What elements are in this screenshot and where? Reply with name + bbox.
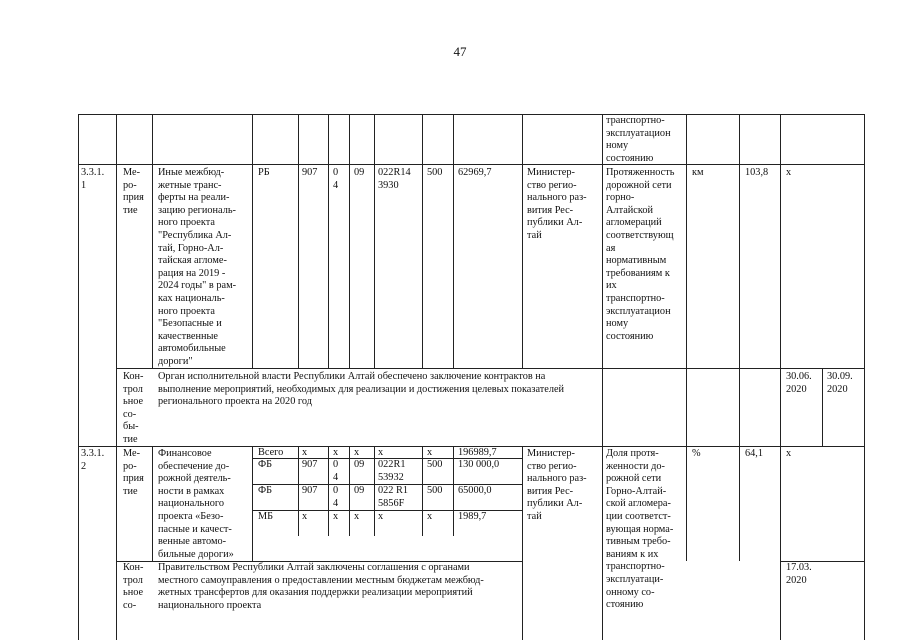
table-rule [349,114,350,368]
vr-code: 500 [427,167,443,178]
csr-code: х [378,511,384,522]
target-value: 103,8 [745,167,769,178]
csr-code: 022 R1 5856F [378,485,409,509]
amount: 130 000,0 [458,459,500,470]
amount: 65000,0 [458,485,492,496]
executor: Министер- ство регио- нального раз- вития Рес- публики Ал- тай [527,448,587,522]
vr-code: 500 [427,459,443,470]
event-type: Ме- ро- прия тие [123,167,144,216]
table-rule [349,446,350,536]
pr-code: х [354,511,360,522]
amount: 1989,7 [458,511,487,522]
target-value: 64,1 [745,448,764,459]
table-rule [152,446,153,561]
table-rule [739,114,740,446]
indicator-cell: транспортно- эксплуатацион ному состоянию [606,115,671,164]
table-rule [78,164,864,165]
table-rule [522,114,523,368]
table-rule [252,446,253,561]
event-name: Иные межбюд- жетные транс- ферты на реали- зацию региональ- ного проекта "Республика Ал- тай, Горно-Ал- тайская агломе- рация на 2019 - 2024 годы" в рам- ках националь- ного проекта "Безопасные и качественные автомобильные дороги" [158,167,237,367]
control-date: 30.09. 2020 [827,371,853,395]
rz-code: х [333,511,339,522]
table-rule [328,446,329,536]
table-rule [78,114,864,115]
table-rule [116,114,117,640]
control-date: 30.06. 2020 [786,371,812,395]
executor: Министер- ство регио- нального раз- вития Рес- публики Ал- тай [527,167,587,241]
control-date: 17.03. 2020 [786,562,812,586]
x-mark: х [786,167,792,178]
csr-code: х [378,447,384,458]
table-rule [686,446,687,561]
pr-code: 09 [354,459,365,470]
table-rule [298,114,299,368]
table-rule [739,446,740,561]
grbs-code: 907 [302,459,318,470]
table-rule [152,114,153,368]
table-rule [453,446,454,536]
table-rule [453,114,454,368]
budget-code: МБ [258,511,274,522]
x-mark: х [786,448,792,459]
table-rule [864,114,865,640]
table-rule [328,114,329,368]
table-rule [822,368,823,446]
budget-code: Всего [258,447,284,458]
budget-code: ФБ [258,485,273,496]
event-name: Финансовое обеспечение до- рожной деятель- ности в рамках национального проекта «Безо- пасные и качест- венные автомо- бильные дороги» [158,448,234,560]
table-rule [298,446,299,536]
table-rule [422,114,423,368]
pr-code: х [354,447,360,458]
table-rule [686,114,687,446]
rz-code: 0 4 [333,459,339,483]
grbs-code: 907 [302,485,318,496]
unit: % [692,448,701,459]
indicator-cell: Доля протя- женности до- рожной сети Горно-Алтай- ской агломера- ции соответст- вующая норма- тивным требо- ваниям к их транспортно- эксплуатаци- онному со- стоянию [606,448,674,611]
event-type: Кон- трол ьное со- бы- тие [123,371,144,445]
event-type: Ме- ро- прия тие [123,448,144,497]
table-rule [78,114,79,640]
vr-code: 500 [427,485,443,496]
csr-code: 022R14 3930 [378,167,411,191]
table-rule [252,114,253,368]
rz-code: 0 4 [333,485,339,509]
grbs-code: х [302,447,308,458]
table-rule [602,114,603,640]
pr-code: 09 [354,485,365,496]
amount: 62969,7 [458,167,492,178]
unit: км [692,167,704,178]
table-rule [522,446,523,640]
vr-code: х [427,511,433,522]
row-number: 3.3.1. 2 [81,448,105,472]
pr-code: 09 [354,167,365,178]
control-event-text: Правительством Республики Алтай заключены соглашения с органами местного самоуправления о предоставлении местным бюджетам межбюд- жетных трансфертов для оказания поддержки реализации мероприятий национального проекта [158,562,484,611]
table-rule [374,114,375,368]
event-type: Кон- трол ьное со- [123,562,144,611]
table-rule [780,114,781,640]
page-number: 47 [453,44,467,59]
table-rule [422,446,423,536]
row-number: 3.3.1. 1 [81,167,105,191]
rz-code: х [333,447,339,458]
budget-code: ФБ [258,459,273,470]
grbs-code: 907 [302,167,318,178]
budget-code: РБ [258,167,270,178]
table-rule [374,446,375,536]
vr-code: х [427,447,433,458]
amount: 196989,7 [458,447,497,458]
csr-code: 022R1 53932 [378,459,406,483]
rz-code: 0 4 [333,167,339,191]
indicator-cell: Протяженность дорожной сети горно- Алтайской агломераций соответствующ ая нормативным требованиям к их транспортно- эксплуатацион ному состоянию [606,167,675,342]
grbs-code: х [302,511,308,522]
control-event-text: Орган исполнительной власти Республики Алтай обеспечено заключение контрактов на выполнение мероприятий, необходимых для реализации и достижения целевых показателей регионального проекта на 2020 год [158,371,565,408]
